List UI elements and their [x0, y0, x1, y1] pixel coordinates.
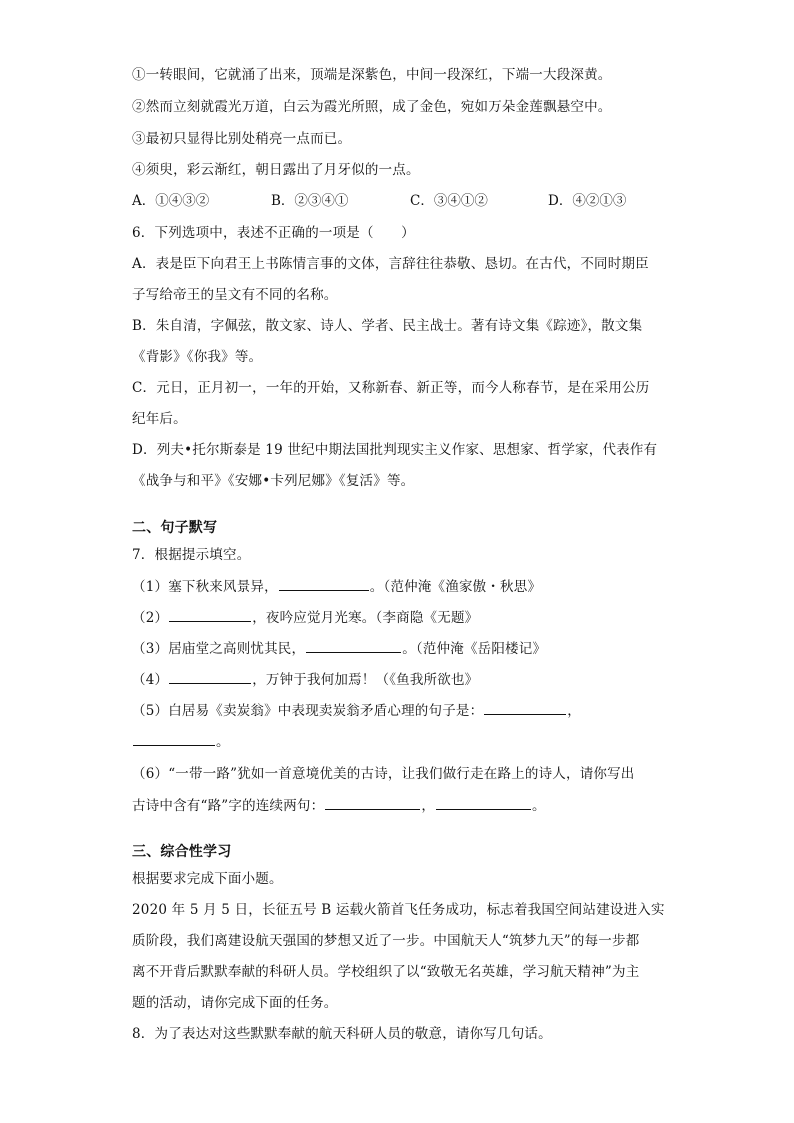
q7-item-4-source: ，万钟于我何加焉！（《鱼我所欲也》 — [252, 672, 479, 688]
q7-item-3-source: 。（范仲淹《岳阳楼记》 — [402, 641, 547, 657]
q7-item-3-prompt: （3）居庙堂之高则忧其民， — [132, 641, 306, 657]
q7-item-5-prompt: （5）白居易《卖炭翁》中表现卖炭翁矛盾心理的句子是： — [132, 703, 484, 719]
q7-item-2 — [132, 608, 672, 627]
answer-blank[interactable] — [169, 608, 251, 622]
q7-item-5-separator: ， — [567, 703, 581, 719]
answer-blank[interactable] — [484, 701, 566, 715]
q7-item-1 — [132, 577, 672, 596]
q6-option-c-line1: C．元日，正月初一，一年的开始，又称新春、新正等，而今人称春节，是在采用公历 — [132, 380, 650, 396]
q7-item-1-prompt: （1）塞下秋来风景异， — [132, 579, 278, 595]
q6-option-c-line2: 纪年后。 — [132, 411, 187, 427]
q7-item-6-line2 — [132, 796, 672, 815]
passage-line-2: 质阶段，我们离建设航天强国的梦想又近了一步。中国航天人“筑梦九天”的每一步都 — [132, 933, 640, 949]
answer-blank[interactable] — [133, 732, 215, 746]
q7-item-5-end: 。 — [216, 734, 230, 750]
q7-stem: 7．根据提示填空。 — [132, 547, 251, 563]
q6-option-d-line1: D．列夫•托尔斯泰是 19 世纪中期法国批判现实主义作家、思想家、哲学家，代表作有 — [132, 442, 658, 458]
q6-option-b-line2: 《背影》《你我》等。 — [132, 349, 263, 365]
q6-stem: 6．下列选项中，表述不正确的一项是（ ） — [132, 225, 415, 241]
q8-stem: 8．为了表达对这些默默奉献的航天科研人员的敬意，请你写几句话。 — [132, 1026, 552, 1042]
q5-option-a: A．①④③② — [132, 193, 210, 209]
q7-item-1-source: 。（范仲淹《渔家傲・秋思》 — [369, 579, 542, 595]
passage-line-4: 题的活动，请你完成下面的任务。 — [132, 995, 338, 1011]
q7-item-6-end: 。 — [532, 798, 546, 814]
q7-item-6-line1: （6）“一带一路”犹如一首意境优美的古诗，让我们做行走在路上的诗人，请你写出 — [132, 766, 635, 782]
q5-item-3: ③最初只显得比别处稍亮一点而已。 — [132, 131, 352, 147]
q7-item-3 — [132, 639, 672, 658]
section-3-heading: 三、综合性学习 — [132, 844, 232, 860]
q7-item-6-separator: ， — [421, 798, 436, 814]
answer-blank[interactable] — [279, 577, 369, 591]
passage-line-1: 2020 年 5 月 5 日，长征五号 B 运载火箭首飞任务成功，标志着我国空间站建设进入实 — [132, 902, 665, 918]
q7-item-5 — [132, 701, 672, 720]
q5-option-d: D．④②①③ — [548, 193, 627, 209]
passage-line-3: 离不开背后默默奉献的科研人员。学校组织了以“致敬无名英雄，学习航天精神”为主 — [132, 964, 640, 980]
section-2-heading: 二、句子默写 — [132, 520, 218, 536]
q7-item-4-prompt: （4） — [132, 672, 169, 688]
q5-item-1: ①一转眼间，它就涌了出来，顶端是深紫色，中间一段深红，下端一大段深黄。 — [132, 67, 612, 83]
q5-item-4: ④须臾，彩云渐红，朝日露出了月牙似的一点。 — [132, 162, 420, 178]
answer-blank[interactable] — [436, 796, 531, 810]
q5-option-b: B．②③④① — [271, 193, 349, 209]
q7-item-6-prompt: 古诗中含有“路”字的连续两句： — [132, 798, 325, 814]
q5-item-2: ②然而立刻就霞光万道，白云为霞光所照，成了金色，宛如万朵金莲飘悬空中。 — [132, 99, 612, 115]
q6-option-a-line2: 子写给帝王的呈文有不同的名称。 — [132, 287, 338, 303]
q6-option-a-line1: A．表是臣下向君王上书陈情言事的文体，言辞往往恭敬、恳切。在古代，不同时期臣 — [132, 256, 649, 272]
section-3-intro: 根据要求完成下面小题。 — [132, 871, 283, 887]
q5-option-c: C．③④①② — [410, 193, 488, 209]
answer-blank[interactable] — [169, 670, 251, 684]
answer-blank[interactable] — [325, 796, 420, 810]
q7-item-4 — [132, 670, 672, 689]
answer-blank[interactable] — [306, 639, 401, 653]
q7-item-5-continued — [132, 732, 672, 751]
q6-option-d-line2: 《战争与和平》《安娜•卡列尼娜》《复活》等。 — [132, 473, 415, 489]
q6-option-b-line1: B．朱自清，字佩弦，散文家、诗人、学者、民主战士。著有诗文集《踪迹》，散文集 — [132, 318, 643, 334]
q7-item-2-source: ，夜吟应觉月光寒。（李商隐《无题》 — [252, 610, 479, 626]
q7-item-2-prompt: （2） — [132, 610, 169, 626]
